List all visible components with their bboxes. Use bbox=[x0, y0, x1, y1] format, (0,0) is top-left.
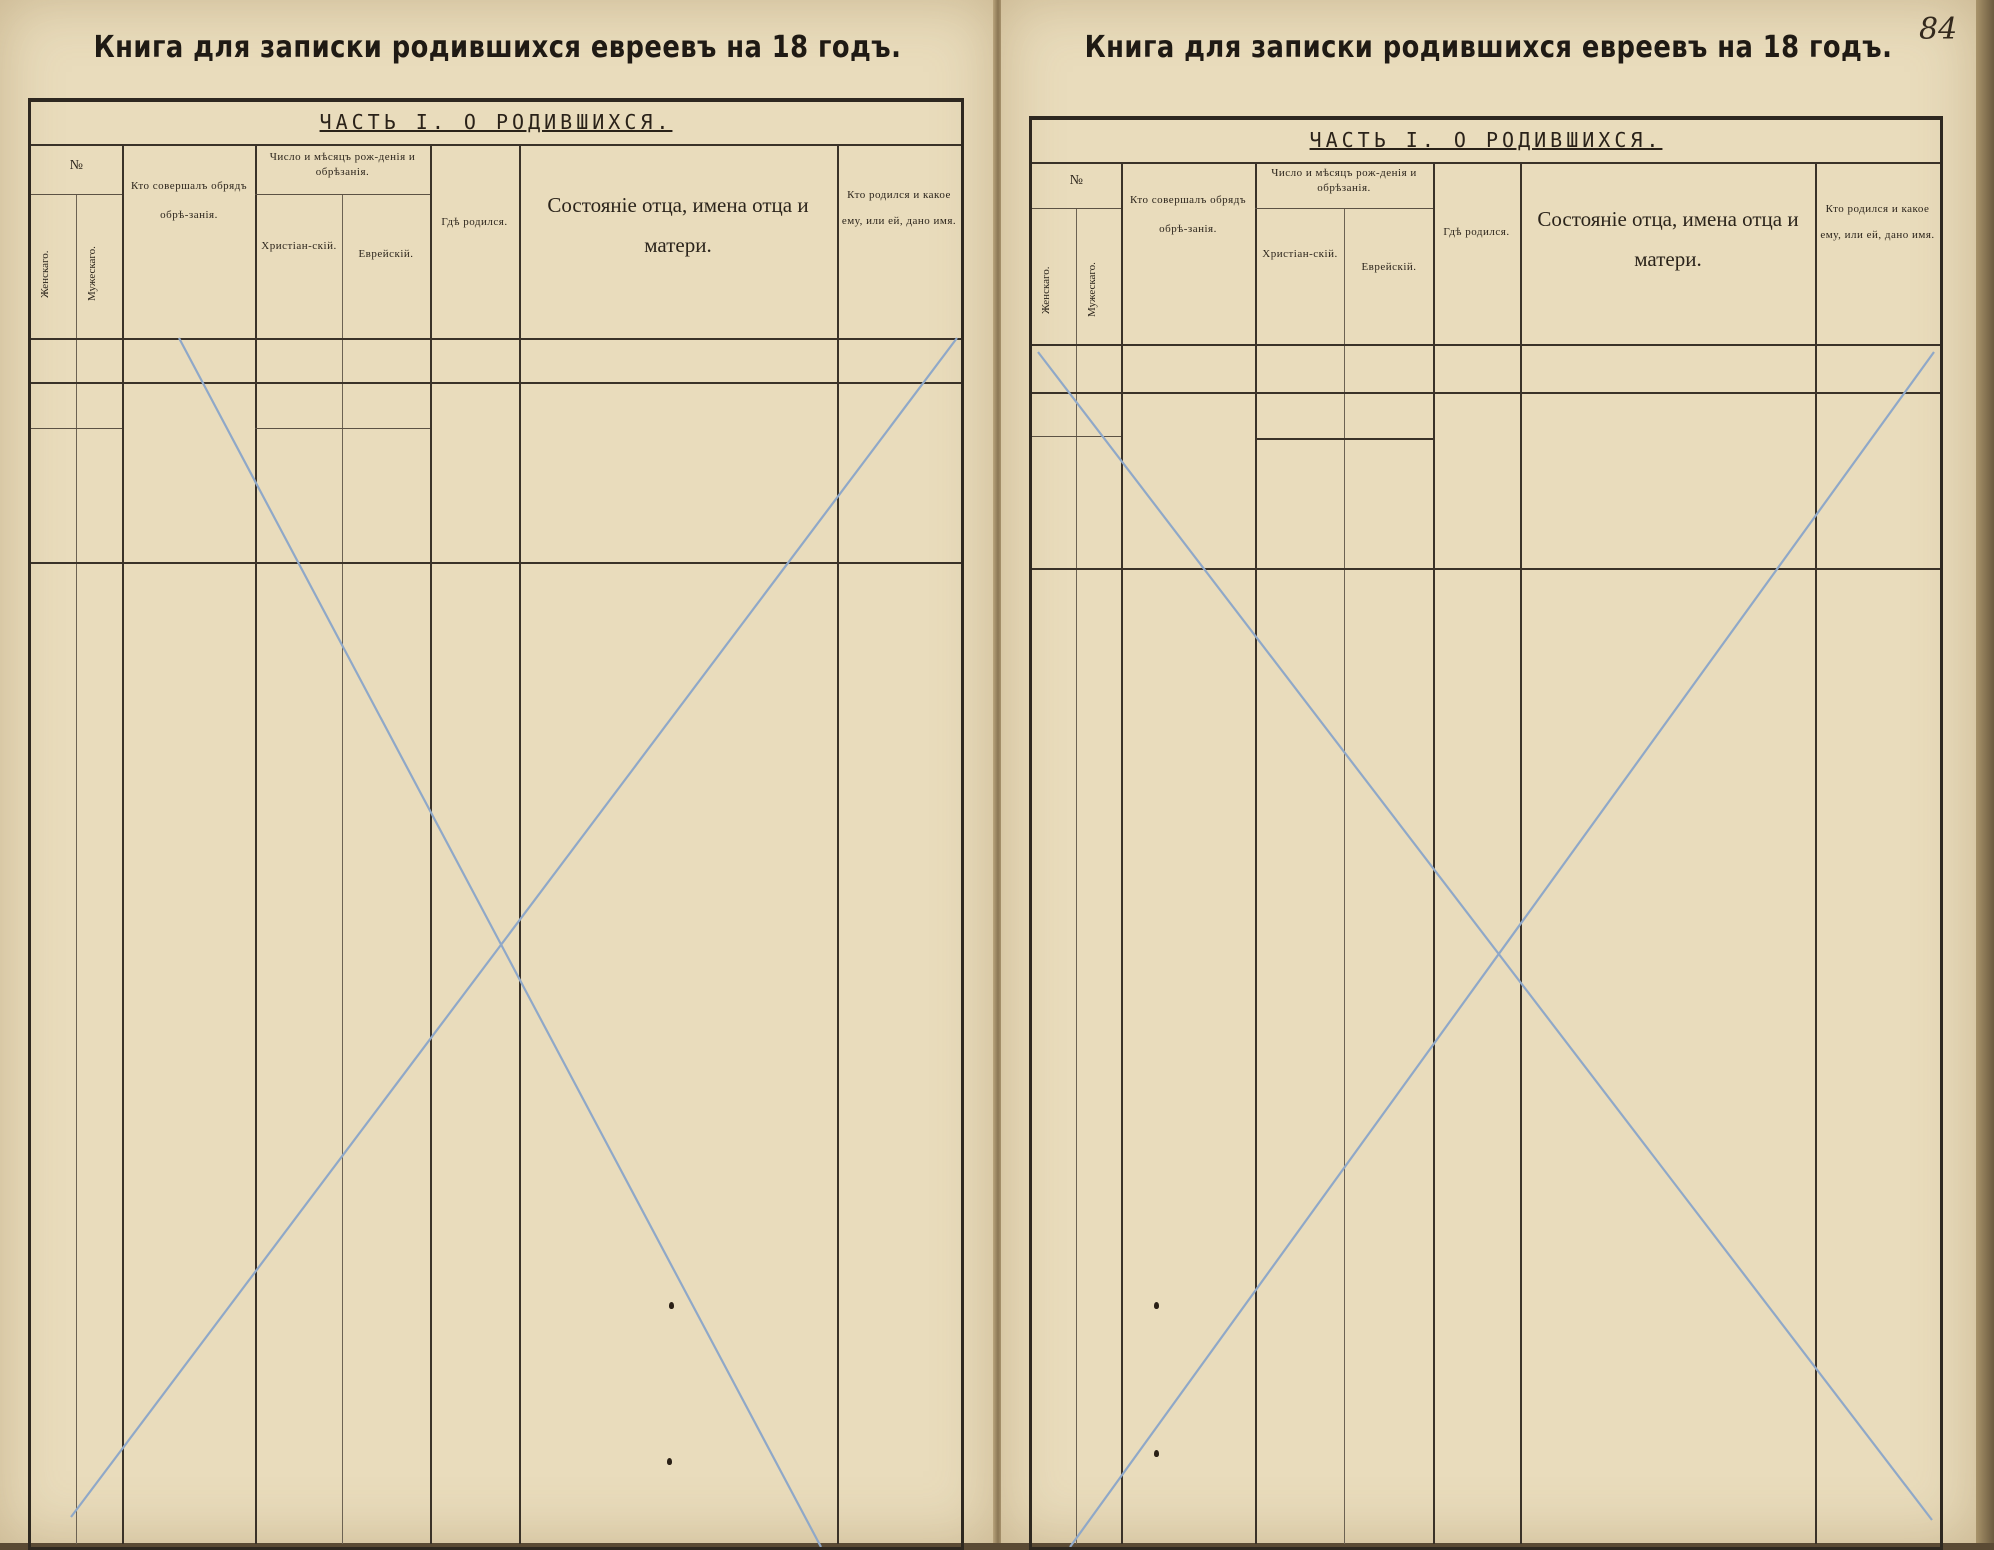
header-bottom-rule bbox=[31, 338, 961, 340]
col-divider bbox=[1520, 162, 1522, 1544]
header-bottom-rule bbox=[1032, 344, 1940, 346]
col-performer: Кто совершалъ обрядъ обрѣ-занія. bbox=[130, 180, 248, 221]
page-title: Книга для записки родившихся евреевъ на 18 годъ. bbox=[1084, 30, 1893, 65]
col-female: Женскаго. bbox=[1040, 266, 1052, 314]
col-parents: Состояніе отца, имена отца и матери. bbox=[1537, 207, 1799, 271]
col-who-born: Кто родился и какое ему, или ей, дано имя. bbox=[841, 189, 957, 228]
row-rule bbox=[1032, 436, 1121, 437]
row-rule bbox=[1032, 392, 1940, 394]
row-rule bbox=[1032, 568, 1940, 570]
col-divider bbox=[519, 144, 521, 1544]
col-parents: Состояніе отца, имена отца и матери. bbox=[547, 193, 809, 257]
row-rule bbox=[31, 428, 122, 429]
sub-divider bbox=[31, 194, 122, 195]
col-divider bbox=[1255, 162, 1257, 1544]
col-christian: Христіан-скій. bbox=[261, 240, 337, 252]
col-divider bbox=[122, 144, 124, 1544]
ink-spot bbox=[1154, 1450, 1159, 1457]
row-rule bbox=[31, 562, 961, 564]
col-divider bbox=[1433, 162, 1435, 1544]
sub-divider bbox=[1032, 208, 1121, 209]
row-rule bbox=[1255, 438, 1433, 440]
page-number: 84 bbox=[1919, 12, 1958, 47]
col-divider bbox=[1815, 162, 1817, 1544]
col-divider bbox=[76, 194, 77, 1544]
heading-divider bbox=[1032, 162, 1940, 164]
col-divider bbox=[342, 194, 343, 1544]
pencil-cross-mark bbox=[31, 102, 961, 1547]
sub-divider bbox=[1255, 208, 1433, 209]
col-where: Гдѣ родился. bbox=[441, 216, 508, 228]
col-christian: Христіан-скій. bbox=[1262, 248, 1338, 260]
col-number: № bbox=[69, 158, 84, 173]
col-who-born: Кто родился и какое ему, или ей, дано имя. bbox=[1820, 203, 1935, 242]
col-female: Женскаго. bbox=[39, 250, 51, 298]
col-number: № bbox=[1069, 173, 1084, 188]
register-table bbox=[28, 98, 964, 1550]
col-male: Мужескаго. bbox=[1086, 262, 1098, 318]
pencil-cross-mark bbox=[1032, 120, 1940, 1547]
col-date-group: Число и мѣсяцъ рож-денія и обрѣзанія. bbox=[269, 151, 416, 178]
page-edges bbox=[1976, 0, 1994, 1543]
col-date-group: Число и мѣсяцъ рож-денія и обрѣзанія. bbox=[1271, 167, 1417, 194]
ink-spot bbox=[1154, 1302, 1159, 1309]
left-page bbox=[0, 0, 995, 1543]
ink-spot bbox=[669, 1302, 674, 1309]
register-table bbox=[1029, 116, 1943, 1550]
col-divider bbox=[837, 144, 839, 1544]
col-jewish: Еврейскій. bbox=[1361, 261, 1417, 273]
row-rule bbox=[31, 382, 961, 384]
ink-spot bbox=[667, 1458, 672, 1465]
col-divider bbox=[1121, 162, 1123, 1544]
col-divider bbox=[430, 144, 432, 1544]
heading-divider bbox=[31, 144, 961, 146]
right-page bbox=[1001, 0, 1976, 1543]
col-male: Мужескаго. bbox=[86, 246, 98, 302]
row-rule bbox=[255, 428, 430, 429]
col-divider bbox=[1344, 208, 1345, 1544]
page-title: Книга для записки родившихся евреевъ на 18 годъ. bbox=[93, 30, 902, 65]
col-performer: Кто совершалъ обрядъ обрѣ-занія. bbox=[1129, 194, 1247, 235]
part-heading: ЧАСТЬ I. О РОДИВШИХСЯ. bbox=[319, 110, 673, 134]
col-jewish: Еврейскій. bbox=[358, 248, 414, 260]
col-divider bbox=[1076, 208, 1077, 1544]
col-divider bbox=[255, 144, 257, 1544]
col-where: Гдѣ родился. bbox=[1443, 226, 1510, 238]
sub-divider bbox=[255, 194, 430, 195]
part-heading: ЧАСТЬ I. О РОДИВШИХСЯ. bbox=[1309, 128, 1663, 152]
